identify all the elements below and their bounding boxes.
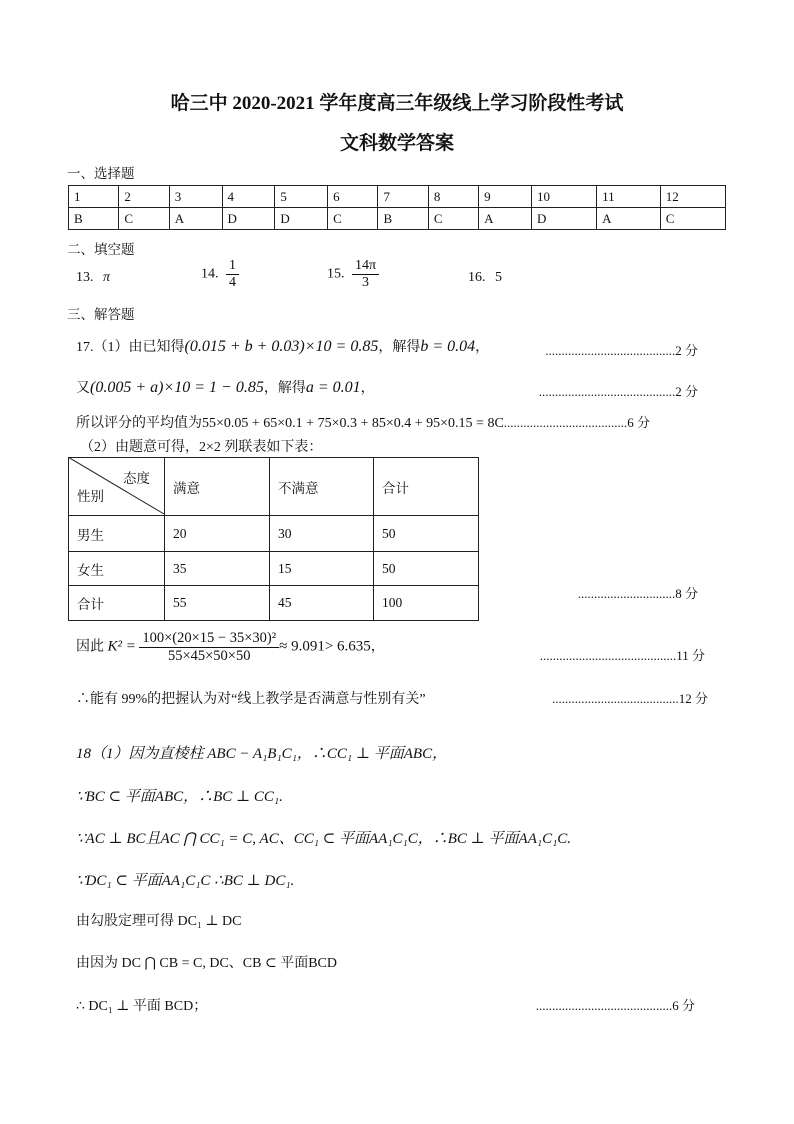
table-cell: 合计 <box>69 586 165 621</box>
table-cell: 15 <box>270 552 374 586</box>
text: 又 <box>76 381 90 396</box>
section-solve-label: 三、解答题 <box>67 307 135 322</box>
table-cell: C <box>660 208 725 230</box>
fraction-denominator: 4 <box>229 275 236 290</box>
table-cell: 30 <box>270 516 374 552</box>
answer-number: 13. <box>76 270 94 285</box>
text: 17.（1）由已知得 <box>76 340 185 355</box>
fraction-denominator: 3 <box>362 275 370 290</box>
table-row <box>69 586 479 621</box>
score-marker: .......................................12 分 <box>551 691 708 706</box>
q18-line-7: ∴ DC₁ ⊥ 平面 BCD； <box>76 999 208 1014</box>
table-cell: 10 <box>531 186 596 208</box>
fraction <box>226 258 239 291</box>
table-cell: D <box>275 208 328 230</box>
table-cell: B <box>69 208 119 230</box>
fraction <box>352 258 379 291</box>
table-cell: 8 <box>428 186 478 208</box>
table-row <box>69 186 726 208</box>
answer-13 <box>76 270 110 286</box>
answer-number: 15. <box>327 266 345 282</box>
text: ，解得 <box>263 381 306 396</box>
q17-line-1 <box>76 336 489 356</box>
table-cell: 12 <box>660 186 725 208</box>
answer-number: 14. <box>201 266 219 282</box>
fraction-numerator: 14π <box>352 258 379 275</box>
q18-line-6: 由因为 DC ⋂ CB = C, DC、CB ⊂ 平面BCD <box>76 956 337 971</box>
table-cell: 5 <box>275 186 328 208</box>
table-cell: A <box>479 208 532 230</box>
table-cell: C <box>328 208 378 230</box>
fraction-denominator: 55×45×50×50 <box>167 648 251 664</box>
math: K² = <box>107 638 136 655</box>
page-subtitle: 文科数学答案 <box>339 133 454 154</box>
table-cell: 6 <box>328 186 378 208</box>
table-cell: 20 <box>165 516 270 552</box>
score-marker: ......................................6 分 <box>503 415 651 430</box>
table-header: 不满意 <box>270 458 374 516</box>
table-header: 合计 <box>374 458 479 516</box>
table-cell: 50 <box>374 516 479 552</box>
fraction-numerator: 100×(20×15 − 35×30)² <box>139 630 279 648</box>
score-marker: ..........................................2 分 <box>538 384 698 399</box>
score-marker: ..........................................11 分 <box>539 648 705 663</box>
table-cell: 50 <box>374 552 479 586</box>
table-cell: 100 <box>374 586 479 621</box>
math: b = 0.04 <box>420 338 476 355</box>
table-row <box>69 552 479 586</box>
table-cell: A <box>169 208 222 230</box>
table-cell: C <box>119 208 169 230</box>
answer-value: 5 <box>495 270 502 285</box>
page-title: 哈三中 2020-2021 学年度高三年级线上学习阶段性考试 <box>170 93 624 114</box>
text: ，解得 <box>378 340 421 355</box>
table-cell: 55 <box>165 586 270 621</box>
q17-part-2: （2）由题意可得，2×2 列联表如下表： <box>80 440 323 455</box>
table-cell: A <box>597 208 661 230</box>
corner-top-label: 态度 <box>123 471 150 486</box>
fraction-numerator: 1 <box>226 258 239 275</box>
answer-14 <box>201 258 239 291</box>
section-choice-label: 一、选择题 <box>67 166 135 181</box>
table-cell: 11 <box>597 186 661 208</box>
table-cell: 2 <box>119 186 169 208</box>
table-cell: 4 <box>222 186 275 208</box>
math: 55×0.05 + 65×0.1 + 75×0.3 + 85×0.4 + 95×0.15 = 8C <box>202 416 504 431</box>
table-header: 满意 <box>165 458 270 516</box>
text: 所以评分的平均值为 <box>76 416 202 431</box>
q18-line-4: ∵DC₁ ⊂ 平面AA₁C₁C ∴BC ⊥ DC₁. <box>76 873 295 889</box>
answer-number: 16. <box>468 270 486 285</box>
table-cell: 女生 <box>69 552 165 586</box>
math: ≈ 9.091> 6.635 <box>279 638 371 655</box>
table-cell: D <box>222 208 275 230</box>
text: ， <box>475 340 490 355</box>
table-cell: 35 <box>165 552 270 586</box>
math: a = 0.01 <box>305 379 361 396</box>
q17-line-2 <box>76 377 375 397</box>
q17-conclusion: ∴能有 99%的把握认为对“线上教学是否满意与性别有关” <box>76 692 426 707</box>
answer-15 <box>327 258 379 291</box>
score-marker: ........................................2 分 <box>545 343 698 358</box>
choice-answer-table <box>68 185 726 230</box>
math: (0.015 + b + 0.03)×10 = 0.85 <box>184 338 379 355</box>
text: ， <box>360 381 375 396</box>
score-marker: ..........................................6 分 <box>535 998 695 1013</box>
text: 因此 <box>76 639 104 655</box>
table-cell: 1 <box>69 186 119 208</box>
answer-value: π <box>103 270 111 285</box>
table-cell: 3 <box>169 186 222 208</box>
table-cell: 男生 <box>69 516 165 552</box>
q18-line-5: 由勾股定理可得 DC₁ ⊥ DC <box>76 914 242 929</box>
table-cell: C <box>428 208 478 230</box>
table-cell: 7 <box>378 186 428 208</box>
table-cell: D <box>531 208 596 230</box>
table-cell: 9 <box>479 186 532 208</box>
math: (0.005 + a)×10 = 1 − 0.85 <box>90 379 264 396</box>
table-row <box>69 208 726 230</box>
table-cell: 45 <box>270 586 374 621</box>
text: ， <box>370 639 385 655</box>
q18-line-1: 18（1）因为直棱柱 ABC − A₁B₁C₁，∴CC₁ ⊥ 平面ABC， <box>76 746 448 762</box>
corner-bottom-label: 性别 <box>77 489 104 504</box>
fraction <box>139 630 279 665</box>
table-cell: B <box>378 208 428 230</box>
table-row <box>69 516 479 552</box>
q18-line-2: ∵BC ⊂ 平面ABC，∴BC ⊥ CC₁. <box>76 789 283 805</box>
answer-16 <box>468 270 502 286</box>
section-fill-label: 二、填空题 <box>67 242 135 257</box>
q18-line-3: ∵AC ⊥ BC且AC ⋂ CC₁ = C, AC、CC₁ ⊂ 平面AA₁C₁C，∴BC ⊥ 平面AA₁C₁C. <box>76 831 572 847</box>
score-marker: ..............................8 分 <box>577 586 698 601</box>
q17-line-3 <box>76 412 650 432</box>
k2-formula <box>76 630 385 665</box>
table-corner-diagonal <box>68 457 165 515</box>
